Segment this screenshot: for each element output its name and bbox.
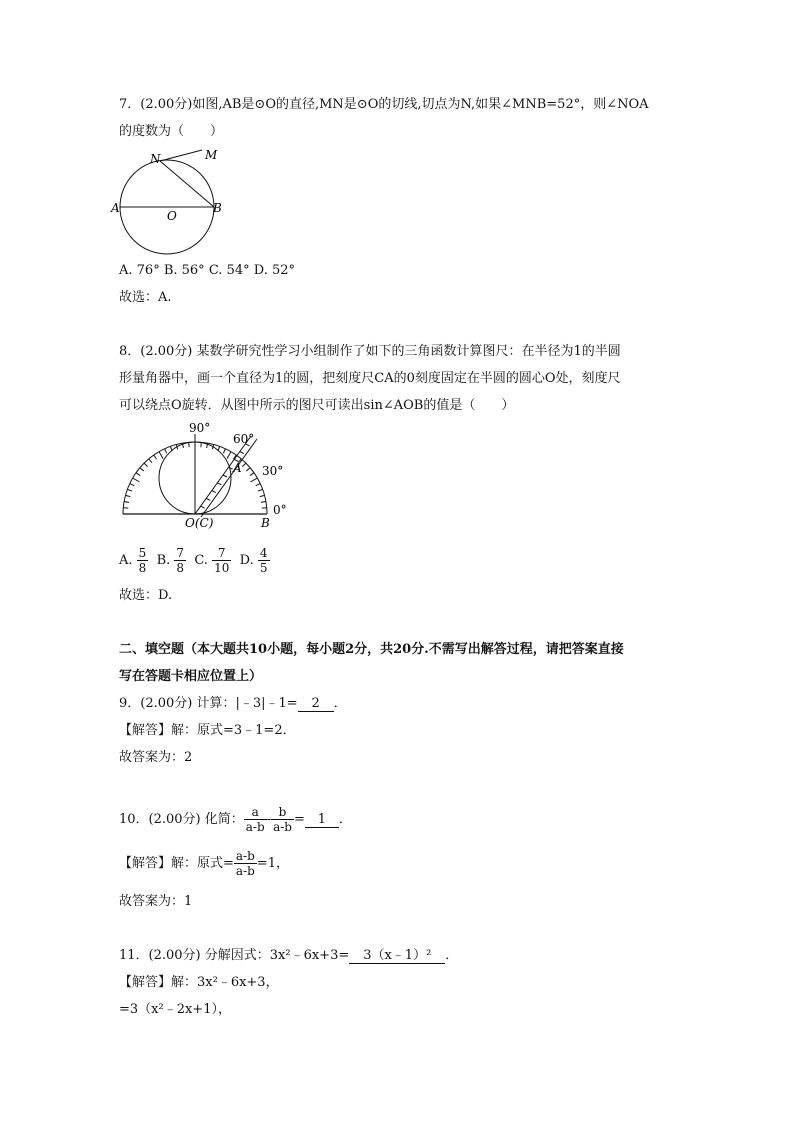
label-90deg: 90° bbox=[189, 421, 211, 435]
q7-stem-line1: 7．(2.00分)如图,AB是⊙O的直径,MN是⊙O的切线,切点为N,如果∠MNB=52°，则∠NOA bbox=[119, 97, 649, 112]
q7-circle-figure bbox=[112, 146, 232, 254]
label-oc: O(C) bbox=[185, 516, 214, 530]
q9-stem: 9．(2.00分) 计算：|﹣3|﹣1= 2 ． bbox=[119, 696, 347, 711]
q11-answer-blank: 3（x﹣1）² bbox=[349, 949, 445, 964]
q8-stem-line2: 形量角器中，画一个直径为1的圆，把刻度尺CA的0刻度固定在半圆的圆心O处，刻度尺 bbox=[119, 371, 621, 386]
tangent-nm bbox=[160, 150, 202, 161]
q7-stem-line2: 的度数为（ ） bbox=[119, 124, 224, 139]
q10-answer-blank: 1 bbox=[305, 813, 339, 828]
label-0deg: 0° bbox=[273, 503, 287, 517]
q8-option-b: B. $\frac{7}{8}$ bbox=[156, 546, 185, 575]
q8-stem-line1: 8．(2.00分) 某数学研究性学习小组制作了如下的三角函数计算图尺：在半径为1的半圆 bbox=[119, 344, 621, 359]
label-a: A bbox=[233, 461, 242, 475]
label-n: N bbox=[150, 152, 161, 166]
q7-options: A. 76° B. 56° C. 54° D. 52° bbox=[119, 263, 296, 278]
q9-solution: 【解答】解：原式=3﹣1=2． bbox=[119, 723, 296, 738]
q8-options bbox=[119, 544, 270, 578]
q8-stem-line3: 可以绕点O旋转．从图中所示的图尺可读出sin∠AOB的值是（ ） bbox=[119, 398, 515, 413]
q8-protractor-figure bbox=[115, 420, 295, 532]
ruler-ca bbox=[195, 436, 257, 517]
label-m: M bbox=[205, 148, 218, 162]
section2-heading-line1: 二、填空题（本大题共10小题，每小题2分，共20分.不需写出解答过程，请把答案直接 bbox=[119, 642, 624, 657]
q11-solution-line2: =3（x²﹣2x+1）， bbox=[119, 1002, 231, 1017]
q10-stem: 10．(2.00分) 化简： $\frac{a}{a-b}$ - $\frac{b}{a-b}$ = 1 ． bbox=[119, 805, 352, 834]
label-b: B bbox=[213, 201, 222, 215]
q9-answer-blank: 2 bbox=[298, 697, 334, 712]
label-b: B bbox=[261, 516, 270, 530]
label-30deg: 30° bbox=[262, 464, 284, 478]
q8-option-a: A. $\frac{5}{8}$ bbox=[119, 546, 147, 575]
q11-solution-line1: 【解答】解：3x²﹣6x+3， bbox=[119, 975, 279, 990]
q10-final: 故答案为：1 bbox=[119, 894, 193, 909]
label-a: A bbox=[111, 201, 120, 215]
label-o: O bbox=[167, 209, 177, 223]
q8-answer: 故选：D. bbox=[119, 588, 173, 603]
chord-nb bbox=[160, 161, 214, 207]
q9-final: 故答案为：2 bbox=[119, 750, 193, 765]
q8-option-d: D. $\frac{4}{5}$ bbox=[239, 546, 268, 575]
label-60deg: 60° bbox=[233, 432, 255, 446]
section2-heading-line2: 写在答题卡相应位置上） bbox=[119, 669, 263, 684]
q8-option-c: C. $\frac{7}{10}$ bbox=[194, 546, 230, 575]
q7-answer: 故选：A. bbox=[119, 290, 172, 305]
q11-stem: 11．(2.00分) 分解因式：3x²﹣6x+3= 3（x﹣1）² ． bbox=[119, 948, 459, 963]
q10-solution: 【解答】解：原式= $\frac{a-b}{a-b}$ =1， bbox=[119, 849, 289, 878]
